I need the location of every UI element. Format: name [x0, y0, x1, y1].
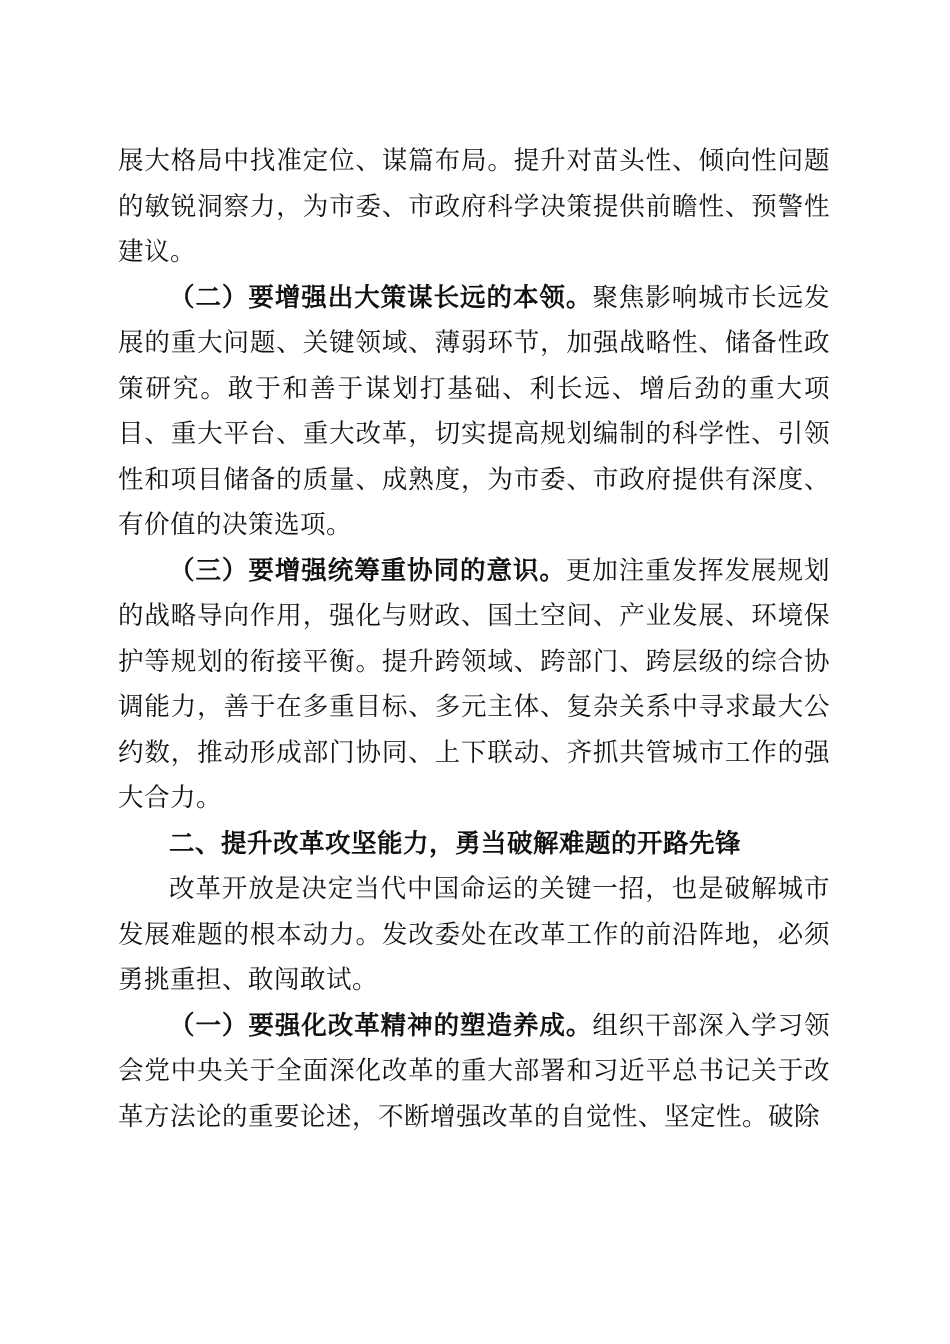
- paragraph-strategy-body: 聚焦影响城市长远发展的重大问题、关键领域、薄弱环节，加强战略性、储备性政策研究。敢于和善于谋划打基础、利长远、增后劲的重大项目、重大平台、重大改革，切实提高规划编制的科学性、引领性和项目储备的质量、成熟度，为市委、市政府提供有深度、有价值的决策选项。: [118, 282, 830, 540]
- subheading-2: （二）要增强出大策谋长远的本领。: [169, 282, 593, 313]
- paragraph-reform-spirit-body: 组织干部深入学习领会党中央关于全面深化改革的重大部署和习近平总书记关于改革方法论的重要论述，不断增强改革的自觉性、坚定性。破除: [118, 1010, 830, 1132]
- paragraph-coordination: [118, 549, 830, 822]
- subheading-3: （三）要增强统筹重协同的意识。: [169, 555, 566, 586]
- paragraph-reform-intro: 改革开放是决定当代中国命运的关键一招，也是破解城市发展难题的根本动力。发改委处在改革工作的前沿阵地，必须勇挑重担、敢闯敢试。: [118, 874, 830, 995]
- paragraph-coordination-body: 更加注重发挥发展规划的战略导向作用，强化与财政、国土空间、产业发展、环境保护等规划的衔接平衡。提升跨领域、跨部门、跨层级的综合协调能力，善于在多重目标、多元主体、复杂关系中寻求最大公约数，推动形成部门协同、上下联动、齐抓共管城市工作的强大合力。: [118, 555, 830, 813]
- subheading-reform-1: （一）要强化改革精神的塑造养成。: [169, 1010, 593, 1041]
- paragraph-strategy: [118, 276, 830, 549]
- section-heading-2: 二、提升改革攻坚能力，勇当破解难题的开路先锋: [169, 828, 742, 859]
- document-page: [118, 139, 830, 1140]
- paragraph-reform-spirit: [118, 1004, 830, 1141]
- paragraph-continuation: 展大格局中找准定位、谋篇布局。提升对苗头性、倾向性问题的敏锐洞察力，为市委、市政府科学决策提供前瞻性、预警性建议。: [118, 146, 830, 267]
